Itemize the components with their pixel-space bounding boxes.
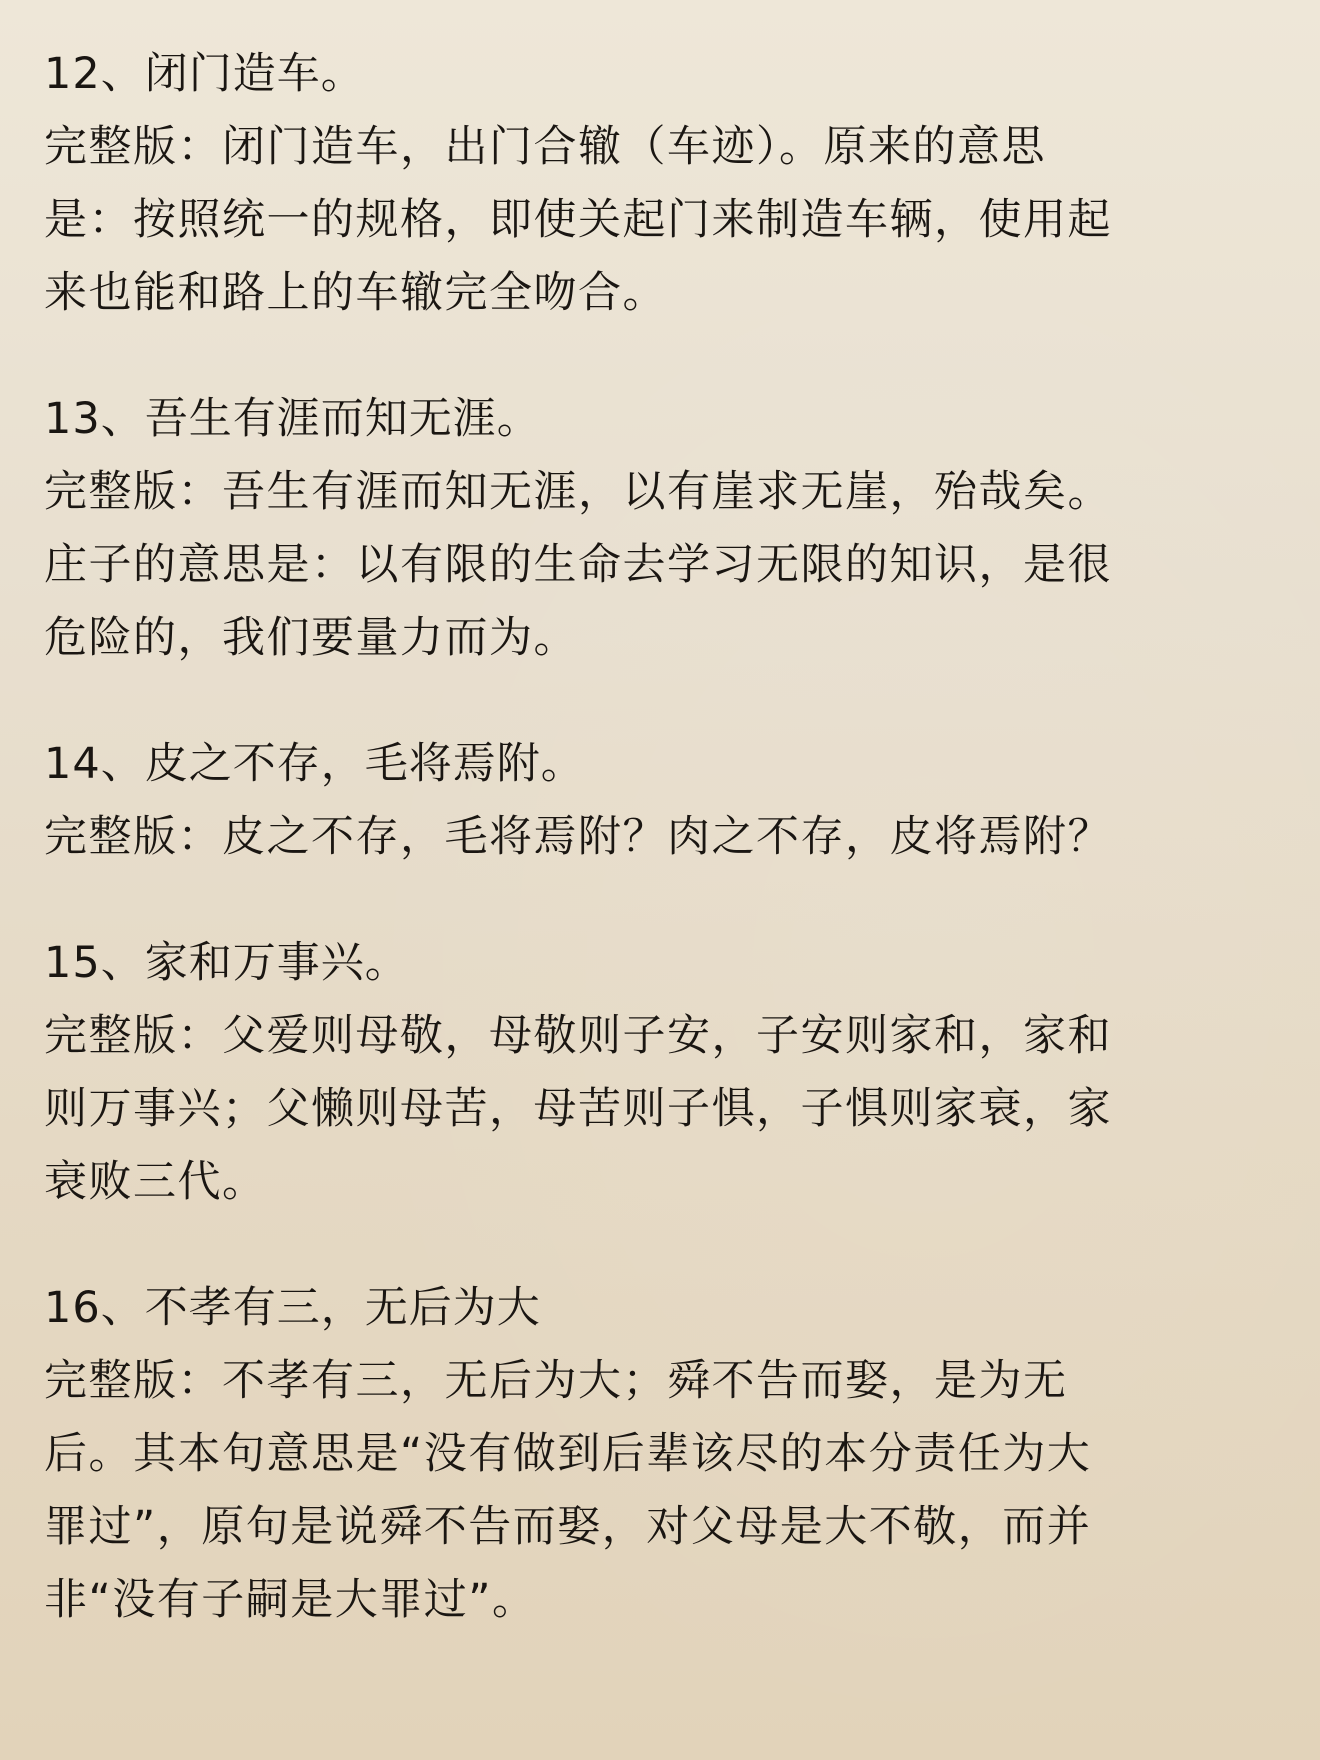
entry-body-line: 完整版：闭门造车，出门合辙（车迹）。原来的意思	[44, 122, 1046, 172]
entry-body-line: 完整版：皮之不存，毛将焉附？肉之不存，皮将焉附？	[44, 812, 1112, 862]
entry-12	[44, 38, 1276, 330]
entry-body-line: 衰败三代。	[44, 1157, 267, 1207]
entry-body-line: 危险的，我们要量力而为。	[44, 613, 578, 663]
entry-body-line: 罪过”，原句是说舜不告而娶，对父母是大不敬，而并	[44, 1502, 1092, 1552]
entry-title: 14、皮之不存，毛将焉附。	[44, 739, 585, 789]
entry-body-line: 则万事兴；父懒则母苦，母苦则子惧，子惧则家衰，家	[44, 1084, 1112, 1134]
entry-15	[44, 927, 1276, 1219]
entry-title: 12、闭门造车。	[44, 49, 365, 99]
entry-title: 13、吾生有涯而知无涯。	[44, 394, 541, 444]
entry-14	[44, 728, 1276, 874]
entry-title: 15、家和万事兴。	[44, 938, 409, 988]
entry-body-line: 完整版：不孝有三，无后为大；舜不告而娶，是为无	[44, 1356, 1068, 1406]
entry-body-line: 完整版：父爱则母敬，母敬则子安，子安则家和，家和	[44, 1011, 1112, 1061]
entry-body-line: 庄子的意思是：以有限的生命去学习无限的知识，是很	[44, 540, 1112, 590]
entry-body-line: 来也能和路上的车辙完全吻合。	[44, 268, 667, 318]
entry-title: 16、不孝有三，无后为大	[44, 1283, 541, 1333]
entry-body-line: 后。其本句意思是“没有做到后辈该尽的本分责任为大	[44, 1429, 1092, 1479]
entry-13	[44, 383, 1276, 675]
entry-body-line: 非“没有子嗣是大罪过”。	[44, 1575, 537, 1625]
entry-body-line: 是：按照统一的规格，即使关起门来制造车辆，使用起	[44, 195, 1112, 245]
entry-16	[44, 1272, 1276, 1637]
entry-body-line: 完整版：吾生有涯而知无涯，以有崖求无崖，殆哉矣。	[44, 467, 1112, 517]
